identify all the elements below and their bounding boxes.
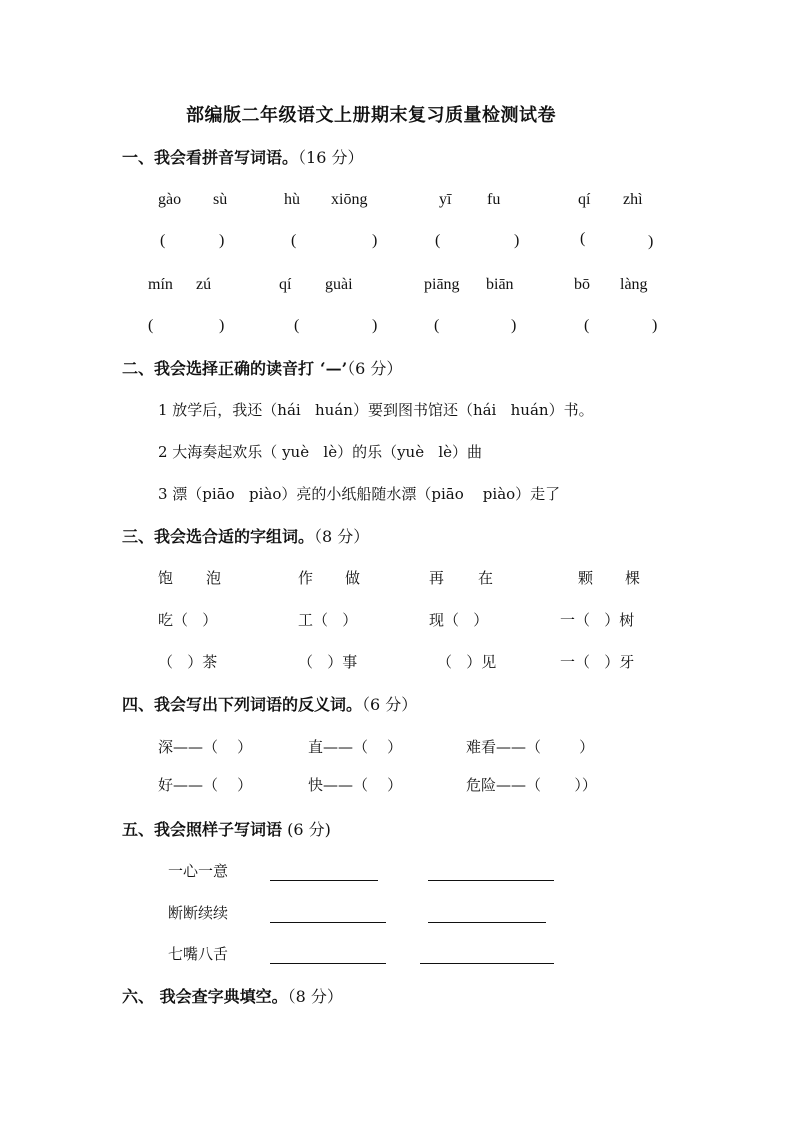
pinyin-8: zhì <box>623 191 643 208</box>
blank-close: ) <box>648 233 654 250</box>
example-word: 七嘴八舌 <box>168 945 229 963</box>
char-option: 再 <box>429 569 445 587</box>
section-1-title: 一、我会看拼音写词语。 <box>122 148 299 167</box>
pinyin-2: sù <box>213 191 228 208</box>
section-4-points: （6 分） <box>362 695 418 714</box>
answer-line <box>270 880 378 881</box>
pinyin-6: fu <box>487 191 501 208</box>
blank-close: ) <box>372 317 378 334</box>
char-option: 作 <box>298 569 314 587</box>
antonym-blank: 快——（ ） <box>308 776 403 794</box>
section-5-title: 五、我会照样子写词语 <box>122 820 283 839</box>
word-blank: 一（ ）牙 <box>560 653 635 671</box>
section-1-points: （16 分） <box>298 148 364 167</box>
section-6-title: 六、 我会查字典填空。 <box>122 987 288 1006</box>
word-blank: 工（ ） <box>298 611 358 629</box>
char-option: 泡 <box>206 569 222 587</box>
section-2-title: 二、我会选择正确的读音打 <box>122 359 315 378</box>
antonym-blank: 危险——（ ）） <box>466 776 597 794</box>
section-3-points: （8 分） <box>314 527 370 546</box>
blank-open: ( <box>148 317 154 334</box>
pinyin-3: hù <box>284 191 300 208</box>
blank-close: ) <box>219 232 225 249</box>
pinyin-11: qí <box>279 276 292 293</box>
char-option: 在 <box>478 569 494 587</box>
char-option: 棵 <box>625 569 641 587</box>
answer-line <box>270 922 386 923</box>
antonym-blank: 直——（ ） <box>308 738 403 756</box>
answer-line <box>270 963 386 964</box>
char-option: 做 <box>345 569 361 587</box>
blank-open: ( <box>580 230 586 247</box>
word-blank: 现（ ） <box>429 611 489 629</box>
question-item: 3 漂（piāo piào）亮的小纸船随水漂（piāo piào）走了 <box>158 485 561 503</box>
answer-line <box>420 963 554 964</box>
section-4-title: 四、我会写出下列词语的反义词。 <box>122 695 363 714</box>
antonym-blank: 好——（ ） <box>158 776 253 794</box>
blank-close: ) <box>219 317 225 334</box>
word-blank: （ ）见 <box>437 653 497 671</box>
pinyin-1: gào <box>158 191 182 208</box>
section-2-points: （6 分） <box>347 359 403 378</box>
answer-line <box>428 922 546 923</box>
section-6-points: （8 分） <box>287 987 343 1006</box>
blank-close: ) <box>372 232 378 249</box>
blank-close: ) <box>511 317 517 334</box>
pinyin-16: làng <box>620 276 648 293</box>
pinyin-14: biān <box>486 276 514 293</box>
word-blank: （ ）茶 <box>158 653 218 671</box>
blank-close: ) <box>652 317 658 334</box>
blank-open: ( <box>294 317 300 334</box>
blank-open: ( <box>160 232 166 249</box>
pinyin-15: bō <box>574 276 590 293</box>
section-3-heading <box>122 529 369 545</box>
blank-open: ( <box>434 317 440 334</box>
blank-open: ( <box>435 232 441 249</box>
word-blank: 一（ ）树 <box>560 611 635 629</box>
word-blank: （ ）事 <box>298 653 358 671</box>
pinyin-7: qí <box>578 191 591 208</box>
pinyin-10: zú <box>196 276 212 293</box>
antonym-blank: 深——（ ） <box>158 738 253 756</box>
section-3-title: 三、我会选合适的字组词。 <box>122 527 315 546</box>
question-item: 1 放学后，我还（hái huán）要到图书馆还（hái huán）书。 <box>158 401 594 419</box>
blank-close: ) <box>514 232 520 249</box>
page-title: 部编版二年级语文上册期末复习质量检测试卷 <box>186 105 556 126</box>
antonym-blank: 难看——（ ） <box>466 738 595 756</box>
section-1-heading <box>122 150 363 166</box>
question-item: 2 大海奏起欢乐（ yuè lè）的乐（yuè lè）曲 <box>158 443 483 461</box>
pinyin-13: piāng <box>424 276 460 293</box>
section-6-heading <box>122 989 343 1005</box>
char-option: 颗 <box>578 569 594 587</box>
pinyin-12: guài <box>325 276 353 293</box>
pinyin-9: mín <box>148 276 173 293</box>
char-option: 饱 <box>158 569 174 587</box>
pinyin-4: xiōng <box>331 191 368 208</box>
section-4-heading <box>122 697 417 713</box>
blank-open: ( <box>291 232 297 249</box>
section-5-points: (6 分) <box>282 820 331 839</box>
mark-symbol: ‘—’ <box>320 359 348 378</box>
example-word: 断断续续 <box>168 904 229 922</box>
word-blank: 吃（ ） <box>158 611 218 629</box>
section-5-heading <box>122 822 331 838</box>
pinyin-5: yī <box>439 191 452 208</box>
section-2-heading <box>122 361 402 377</box>
blank-open: ( <box>584 317 590 334</box>
answer-line <box>428 880 554 881</box>
example-word: 一心一意 <box>168 862 229 880</box>
